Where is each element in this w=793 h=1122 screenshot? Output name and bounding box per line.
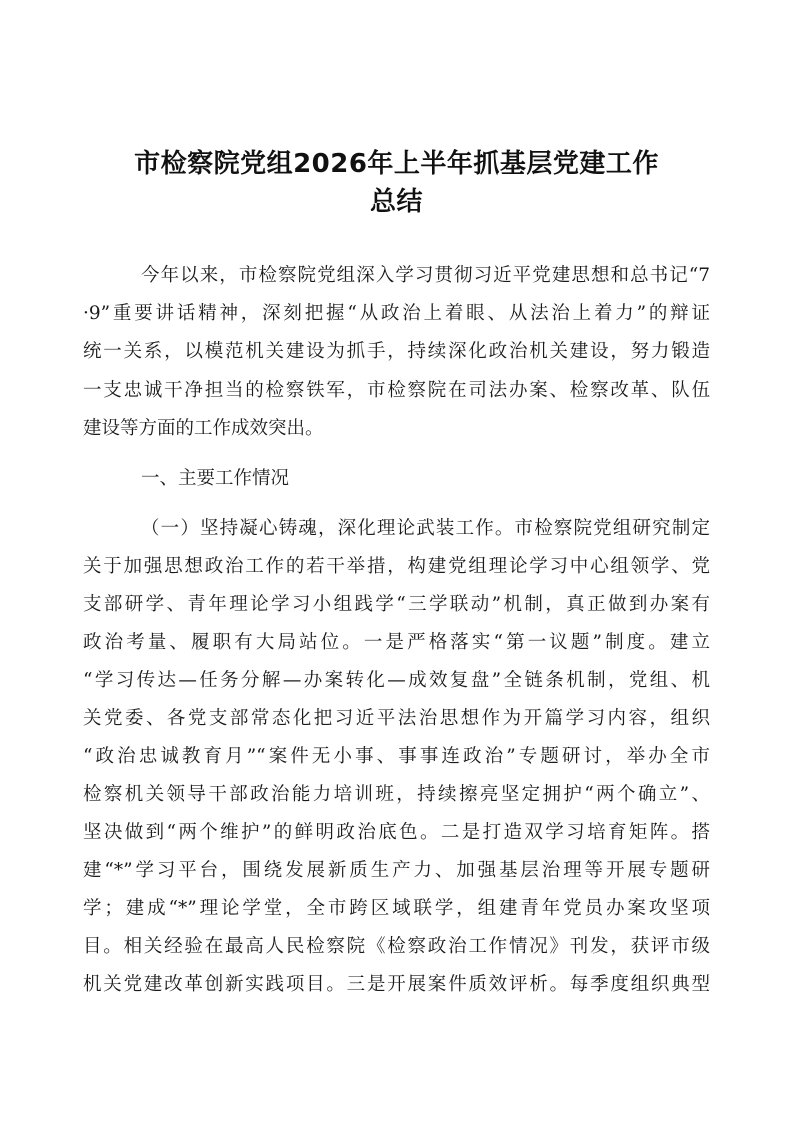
- paragraph-body-line: 目。相关经验在最高人民检察院《检察政治工作情况》刊发，获评市级: [83, 936, 710, 957]
- paragraph-intro-line: ·9”重要讲话精神，深刻把握“从政治上着眼、从法治上着力”的辩证: [83, 303, 710, 324]
- paragraph-body-line: 关于加强思想政治工作的若干举措，构建党组理论学习中心组领学、党: [83, 556, 710, 577]
- paragraph-body-line: 建“*”学习平台，围绕发展新质生产力、加强基层治理等开展专题研: [83, 860, 710, 881]
- paragraph-body-line: （一）坚持凝心铸魂，深化理论武装工作。市检察院党组研究制定: [141, 518, 710, 539]
- paragraph-body-line: “学习传达—任务分解—办案转化—成效复盘”全链条机制，党组、机: [83, 670, 710, 691]
- paragraph-body-line: 坚决做到“两个维护”的鲜明政治底色。二是打造双学习培育矩阵。搭: [83, 822, 710, 843]
- paragraph-body-line: “政治忠诚教育月”“案件无小事、事事连政治”专题研讨，举办全市: [83, 746, 710, 767]
- paragraph-intro-line: 建设等方面的工作成效突出。: [83, 418, 324, 439]
- paragraph-body-line: 检察机关领导干部政治能力培训班，持续擦亮坚定拥护“两个确立”、: [83, 784, 710, 805]
- paragraph-intro-line: 今年以来，市检察院党组深入学习贯彻习近平党建思想和总书记“7: [141, 265, 710, 286]
- paragraph-intro-line: 统一关系，以模范机关建设为抓手，持续深化政治机关建设，努力锻造: [83, 341, 710, 362]
- paragraph-intro-line: 一支忠诚干净担当的检察铁军，市检察院在司法办案、检察改革、队伍: [83, 380, 710, 401]
- document-title-continued: 总结: [369, 187, 423, 217]
- section-heading: 一、主要工作情况: [141, 468, 290, 489]
- paragraph-body-line: 关党委、各党支部常态化把习近平法治思想作为开篇学习内容，组织: [83, 708, 710, 729]
- paragraph-body-line: 学；建成“*”理论学堂，全市跨区域联学，组建青年党员办案攻坚项: [83, 898, 710, 919]
- paragraph-body-line: 支部研学、青年理论学习小组践学“三学联动”机制，真正做到办案有: [83, 594, 710, 615]
- paragraph-body-line: 政治考量、履职有大局站位。一是严格落实“第一议题”制度。建立: [83, 632, 710, 653]
- paragraph-body-line: 机关党建改革创新实践项目。三是开展案件质效评析。每季度组织典型: [83, 974, 710, 995]
- document-title: 市检察院党组2026年上半年抓基层党建工作: [134, 149, 659, 179]
